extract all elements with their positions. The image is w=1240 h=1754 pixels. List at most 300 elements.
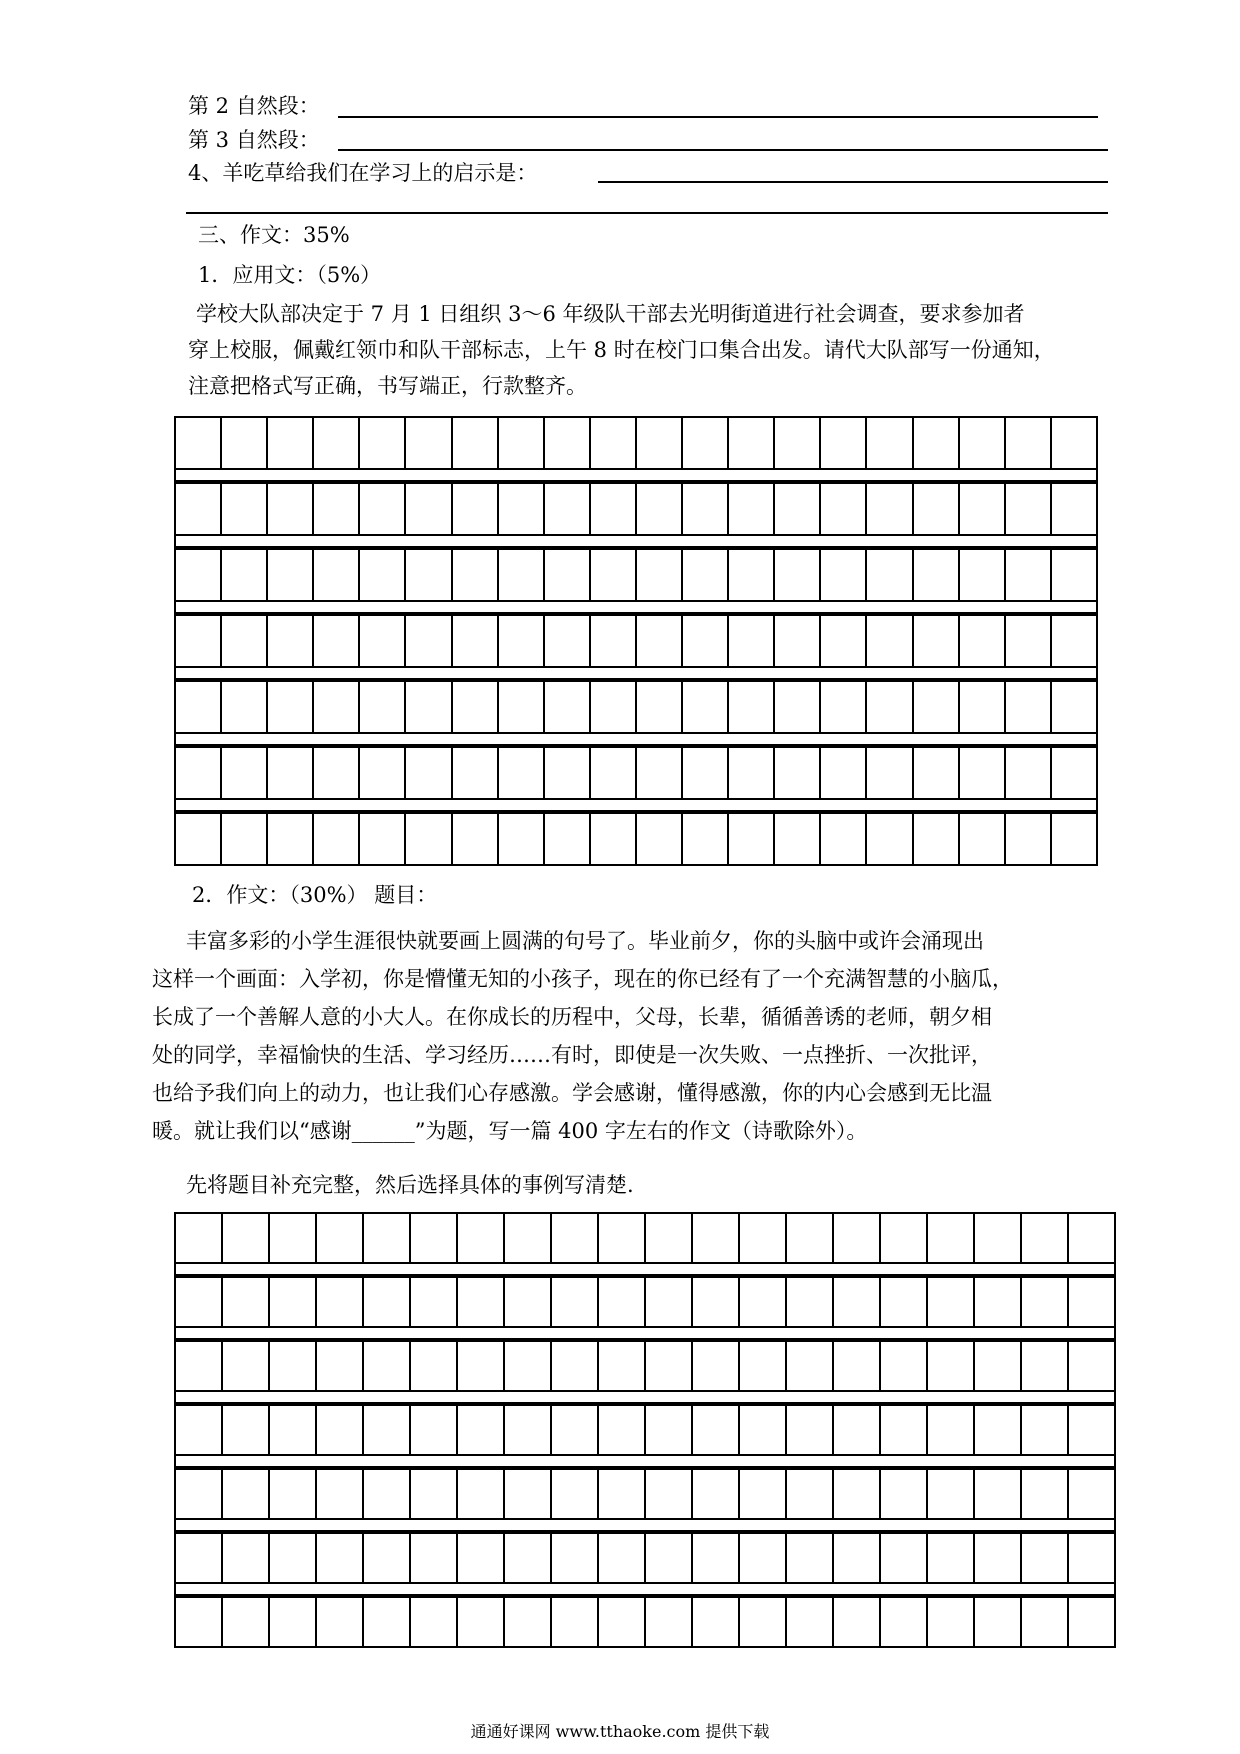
grid-cell[interactable] [453, 418, 499, 468]
grid-cell[interactable] [222, 814, 268, 864]
grid-cell[interactable] [505, 1598, 552, 1646]
grid-cell[interactable] [270, 1214, 317, 1262]
grid-cell[interactable] [740, 1342, 787, 1390]
grid-cell[interactable] [411, 1598, 458, 1646]
grid-cell[interactable] [881, 1406, 928, 1454]
grid-cell[interactable] [787, 1598, 834, 1646]
grid-cell[interactable] [545, 814, 591, 864]
grid-cell[interactable] [1006, 682, 1052, 732]
grid-cell[interactable] [637, 814, 683, 864]
grid-row[interactable] [174, 482, 1098, 536]
grid-cell[interactable] [928, 1534, 975, 1582]
grid-cell[interactable] [317, 1214, 364, 1262]
grid-cell[interactable] [975, 1534, 1022, 1582]
grid-cell[interactable] [314, 484, 360, 534]
grid-cell[interactable] [740, 1534, 787, 1582]
grid-cell[interactable] [458, 1470, 505, 1518]
grid-cell[interactable] [545, 616, 591, 666]
grid-cell[interactable] [1052, 550, 1098, 600]
grid-cell[interactable] [270, 1406, 317, 1454]
grid-row[interactable] [174, 548, 1098, 602]
grid-cell[interactable] [599, 1278, 646, 1326]
grid-row[interactable] [174, 1532, 1116, 1584]
grid-cell[interactable] [222, 682, 268, 732]
grid-cell[interactable] [637, 484, 683, 534]
grid-cell[interactable] [222, 418, 268, 468]
grid-cell[interactable] [314, 418, 360, 468]
grid-cell[interactable] [314, 748, 360, 798]
grid-cell[interactable] [1022, 1470, 1069, 1518]
grid-cell[interactable] [599, 1598, 646, 1646]
grid-cell[interactable] [646, 1278, 693, 1326]
grid-cell[interactable] [821, 682, 867, 732]
grid-cell[interactable] [775, 418, 821, 468]
grid-cell[interactable] [914, 550, 960, 600]
grid-cell[interactable] [364, 1406, 411, 1454]
grid-cell[interactable] [683, 616, 729, 666]
grid-cell[interactable] [637, 748, 683, 798]
grid-cell[interactable] [268, 616, 314, 666]
grid-cell[interactable] [552, 1598, 599, 1646]
grid-cell[interactable] [360, 616, 406, 666]
grid-cell[interactable] [729, 418, 775, 468]
grid-cell[interactable] [867, 814, 913, 864]
grid-cell[interactable] [683, 682, 729, 732]
grid-cell[interactable] [740, 1214, 787, 1262]
grid-cell[interactable] [591, 484, 637, 534]
grid-cell[interactable] [928, 1406, 975, 1454]
grid-cell[interactable] [729, 550, 775, 600]
grid-cell[interactable] [1069, 1278, 1116, 1326]
grid-cell[interactable] [740, 1278, 787, 1326]
grid-cell[interactable] [268, 550, 314, 600]
grid-cell[interactable] [406, 550, 452, 600]
grid-cell[interactable] [406, 814, 452, 864]
grid-cell[interactable] [268, 748, 314, 798]
grid-cell[interactable] [1006, 484, 1052, 534]
grid-cell[interactable] [223, 1342, 270, 1390]
grid-cell[interactable] [176, 1342, 223, 1390]
grid-cell[interactable] [453, 484, 499, 534]
grid-cell[interactable] [821, 484, 867, 534]
grid-cell[interactable] [223, 1470, 270, 1518]
grid-cell[interactable] [729, 484, 775, 534]
grid-cell[interactable] [787, 1342, 834, 1390]
grid-cell[interactable] [834, 1534, 881, 1582]
grid-cell[interactable] [1006, 748, 1052, 798]
grid-cell[interactable] [317, 1406, 364, 1454]
grid-cell[interactable] [176, 550, 222, 600]
grid-cell[interactable] [646, 1342, 693, 1390]
grid-cell[interactable] [1022, 1598, 1069, 1646]
grid-cell[interactable] [176, 682, 222, 732]
grid-cell[interactable] [411, 1470, 458, 1518]
grid-cell[interactable] [591, 748, 637, 798]
grid-cell[interactable] [683, 418, 729, 468]
grid-cell[interactable] [1052, 748, 1098, 798]
grid-cell[interactable] [834, 1342, 881, 1390]
grid-cell[interactable] [914, 748, 960, 798]
grid-cell[interactable] [223, 1278, 270, 1326]
grid-cell[interactable] [314, 550, 360, 600]
grid-cell[interactable] [1022, 1214, 1069, 1262]
grid-cell[interactable] [591, 682, 637, 732]
grid-cell[interactable] [1006, 418, 1052, 468]
grid-cell[interactable] [317, 1278, 364, 1326]
grid-cell[interactable] [775, 550, 821, 600]
grid-cell[interactable] [1006, 550, 1052, 600]
grid-cell[interactable] [693, 1534, 740, 1582]
grid-cell[interactable] [1069, 1534, 1116, 1582]
grid-cell[interactable] [729, 682, 775, 732]
grid-cell[interactable] [176, 748, 222, 798]
grid-cell[interactable] [693, 1342, 740, 1390]
grid-cell[interactable] [223, 1534, 270, 1582]
grid-cell[interactable] [740, 1406, 787, 1454]
grid-row[interactable] [174, 1340, 1116, 1392]
grid-cell[interactable] [314, 682, 360, 732]
grid-cell[interactable] [505, 1342, 552, 1390]
grid-cell[interactable] [222, 616, 268, 666]
grid-cell[interactable] [867, 616, 913, 666]
grid-cell[interactable] [599, 1534, 646, 1582]
grid-cell[interactable] [458, 1214, 505, 1262]
grid-cell[interactable] [881, 1342, 928, 1390]
grid-cell[interactable] [499, 748, 545, 798]
grid-cell[interactable] [960, 814, 1006, 864]
grid-cell[interactable] [458, 1534, 505, 1582]
grid-row[interactable] [174, 1404, 1116, 1456]
grid-cell[interactable] [1022, 1342, 1069, 1390]
grid-cell[interactable] [975, 1342, 1022, 1390]
grid-cell[interactable] [975, 1470, 1022, 1518]
grid-cell[interactable] [881, 1470, 928, 1518]
grid-cell[interactable] [834, 1598, 881, 1646]
grid-cell[interactable] [928, 1278, 975, 1326]
grid-cell[interactable] [406, 682, 452, 732]
grid-cell[interactable] [268, 682, 314, 732]
grid-cell[interactable] [505, 1278, 552, 1326]
grid-cell[interactable] [360, 418, 406, 468]
grid-cell[interactable] [364, 1534, 411, 1582]
grid-cell[interactable] [270, 1470, 317, 1518]
grid-cell[interactable] [637, 616, 683, 666]
grid-cell[interactable] [775, 616, 821, 666]
grid-cell[interactable] [975, 1406, 1022, 1454]
grid-cell[interactable] [693, 1598, 740, 1646]
grid-cell[interactable] [683, 748, 729, 798]
q4-answer-line[interactable] [598, 181, 1108, 183]
para3-answer-line[interactable] [338, 149, 1108, 151]
grid-cell[interactable] [591, 814, 637, 864]
grid-cell[interactable] [1052, 484, 1098, 534]
grid-cell[interactable] [960, 748, 1006, 798]
grid-cell[interactable] [599, 1342, 646, 1390]
grid-cell[interactable] [599, 1214, 646, 1262]
grid-cell[interactable] [270, 1534, 317, 1582]
grid-cell[interactable] [591, 418, 637, 468]
grid-cell[interactable] [740, 1598, 787, 1646]
para2-answer-line[interactable] [338, 116, 1098, 118]
grid-cell[interactable] [499, 814, 545, 864]
grid-cell[interactable] [545, 550, 591, 600]
grid-cell[interactable] [881, 1534, 928, 1582]
grid-cell[interactable] [914, 682, 960, 732]
grid-cell[interactable] [406, 418, 452, 468]
grid-cell[interactable] [775, 484, 821, 534]
grid-cell[interactable] [867, 682, 913, 732]
grid-cell[interactable] [637, 418, 683, 468]
grid-cell[interactable] [914, 418, 960, 468]
grid-cell[interactable] [881, 1278, 928, 1326]
grid-row[interactable] [174, 1212, 1116, 1264]
grid-cell[interactable] [317, 1598, 364, 1646]
grid-cell[interactable] [960, 418, 1006, 468]
grid-cell[interactable] [881, 1214, 928, 1262]
grid-cell[interactable] [458, 1342, 505, 1390]
grid-row[interactable] [174, 416, 1098, 470]
grid-cell[interactable] [453, 682, 499, 732]
grid-cell[interactable] [499, 418, 545, 468]
grid-cell[interactable] [729, 748, 775, 798]
q4-answer-line-2[interactable] [186, 212, 1108, 214]
grid-cell[interactable] [740, 1470, 787, 1518]
grid-cell[interactable] [960, 484, 1006, 534]
grid-cell[interactable] [552, 1342, 599, 1390]
grid-cell[interactable] [505, 1214, 552, 1262]
grid-cell[interactable] [505, 1406, 552, 1454]
grid-cell[interactable] [552, 1470, 599, 1518]
grid-cell[interactable] [591, 550, 637, 600]
grid-cell[interactable] [775, 814, 821, 864]
grid-cell[interactable] [821, 418, 867, 468]
grid-cell[interactable] [1006, 616, 1052, 666]
grid-cell[interactable] [1052, 682, 1098, 732]
grid-cell[interactable] [1052, 418, 1098, 468]
grid-cell[interactable] [223, 1406, 270, 1454]
grid-cell[interactable] [314, 616, 360, 666]
grid-cell[interactable] [364, 1598, 411, 1646]
grid-cell[interactable] [268, 484, 314, 534]
grid-cell[interactable] [693, 1278, 740, 1326]
grid-cell[interactable] [1069, 1214, 1116, 1262]
grid-cell[interactable] [591, 616, 637, 666]
grid-cell[interactable] [867, 418, 913, 468]
grid-cell[interactable] [683, 484, 729, 534]
grid-cell[interactable] [453, 616, 499, 666]
grid-cell[interactable] [176, 1598, 223, 1646]
grid-cell[interactable] [1069, 1406, 1116, 1454]
grid-cell[interactable] [683, 550, 729, 600]
grid-cell[interactable] [693, 1214, 740, 1262]
grid-cell[interactable] [960, 682, 1006, 732]
grid-row[interactable] [174, 614, 1098, 668]
grid-cell[interactable] [914, 814, 960, 864]
grid-row[interactable] [174, 680, 1098, 734]
grid-cell[interactable] [545, 484, 591, 534]
grid-cell[interactable] [458, 1278, 505, 1326]
grid-cell[interactable] [960, 550, 1006, 600]
grid-cell[interactable] [928, 1342, 975, 1390]
grid-cell[interactable] [821, 550, 867, 600]
grid-cell[interactable] [683, 814, 729, 864]
grid-cell[interactable] [268, 814, 314, 864]
grid-cell[interactable] [914, 616, 960, 666]
grid-cell[interactable] [693, 1470, 740, 1518]
grid-cell[interactable] [406, 748, 452, 798]
grid-cell[interactable] [176, 1278, 223, 1326]
grid-row[interactable] [174, 1468, 1116, 1520]
grid-cell[interactable] [176, 1534, 223, 1582]
grid-cell[interactable] [729, 616, 775, 666]
grid-cell[interactable] [360, 748, 406, 798]
grid-cell[interactable] [222, 484, 268, 534]
grid-cell[interactable] [599, 1406, 646, 1454]
grid-cell[interactable] [928, 1214, 975, 1262]
grid-cell[interactable] [411, 1278, 458, 1326]
part2-instruction: 先将题目补充完整，然后选择具体的事例写清楚. [186, 1173, 634, 1197]
grid-cell[interactable] [787, 1406, 834, 1454]
grid-cell[interactable] [646, 1598, 693, 1646]
grid-row[interactable] [174, 746, 1098, 800]
grid-cell[interactable] [411, 1342, 458, 1390]
grid-cell[interactable] [552, 1406, 599, 1454]
grid-cell[interactable] [775, 748, 821, 798]
grid-cell[interactable] [637, 682, 683, 732]
grid-cell[interactable] [881, 1598, 928, 1646]
grid-cell[interactable] [360, 484, 406, 534]
grid-cell[interactable] [268, 418, 314, 468]
grid-cell[interactable] [270, 1342, 317, 1390]
grid-cell[interactable] [223, 1214, 270, 1262]
grid-cell[interactable] [499, 616, 545, 666]
grid-cell[interactable] [176, 484, 222, 534]
grid-cell[interactable] [637, 550, 683, 600]
grid-cell[interactable] [1052, 616, 1098, 666]
grid-cell[interactable] [411, 1214, 458, 1262]
grid-cell[interactable] [222, 550, 268, 600]
grid-cell[interactable] [270, 1598, 317, 1646]
grid-cell[interactable] [975, 1598, 1022, 1646]
grid-cell[interactable] [834, 1278, 881, 1326]
grid-cell[interactable] [646, 1470, 693, 1518]
grid-cell[interactable] [314, 814, 360, 864]
grid-cell[interactable] [360, 550, 406, 600]
grid-cell[interactable] [1069, 1598, 1116, 1646]
grid-cell[interactable] [176, 418, 222, 468]
grid-cell[interactable] [1006, 814, 1052, 864]
grid-cell[interactable] [552, 1534, 599, 1582]
grid-cell[interactable] [406, 616, 452, 666]
grid-cell[interactable] [453, 814, 499, 864]
grid-cell[interactable] [176, 1406, 223, 1454]
grid-cell[interactable] [787, 1278, 834, 1326]
grid-cell[interactable] [867, 748, 913, 798]
grid-cell[interactable] [775, 682, 821, 732]
grid-cell[interactable] [360, 682, 406, 732]
grid-cell[interactable] [729, 814, 775, 864]
grid-cell[interactable] [505, 1470, 552, 1518]
grid-row[interactable] [174, 1596, 1116, 1648]
grid-cell[interactable] [821, 748, 867, 798]
grid-cell[interactable] [317, 1534, 364, 1582]
grid-cell[interactable] [406, 484, 452, 534]
grid-cell[interactable] [499, 484, 545, 534]
grid-cell[interactable] [499, 682, 545, 732]
grid-cell[interactable] [821, 814, 867, 864]
grid-cell[interactable] [646, 1534, 693, 1582]
grid-cell[interactable] [646, 1406, 693, 1454]
grid-cell[interactable] [364, 1214, 411, 1262]
grid-cell[interactable] [975, 1278, 1022, 1326]
grid-cell[interactable] [458, 1406, 505, 1454]
grid-cell[interactable] [1069, 1342, 1116, 1390]
grid-cell[interactable] [223, 1598, 270, 1646]
grid-cell[interactable] [928, 1470, 975, 1518]
grid-cell[interactable] [176, 616, 222, 666]
grid-cell[interactable] [1052, 814, 1098, 864]
grid-cell[interactable] [453, 748, 499, 798]
grid-cell[interactable] [411, 1534, 458, 1582]
grid-cell[interactable] [960, 616, 1006, 666]
grid-cell[interactable] [693, 1406, 740, 1454]
grid-cell[interactable] [975, 1214, 1022, 1262]
grid-cell[interactable] [499, 550, 545, 600]
grid-cell[interactable] [928, 1598, 975, 1646]
grid-cell[interactable] [176, 814, 222, 864]
grid-cell[interactable] [552, 1278, 599, 1326]
grid-cell[interactable] [270, 1278, 317, 1326]
grid-cell[interactable] [834, 1214, 881, 1262]
grid-cell[interactable] [867, 550, 913, 600]
grid-cell[interactable] [545, 418, 591, 468]
grid-cell[interactable] [317, 1470, 364, 1518]
grid-cell[interactable] [176, 1470, 223, 1518]
grid-cell[interactable] [787, 1214, 834, 1262]
grid-cell[interactable] [646, 1214, 693, 1262]
grid-cell[interactable] [787, 1534, 834, 1582]
grid-cell[interactable] [834, 1406, 881, 1454]
grid-cell[interactable] [222, 748, 268, 798]
grid-cell[interactable] [914, 484, 960, 534]
grid-cell[interactable] [1069, 1470, 1116, 1518]
grid-cell[interactable] [1022, 1534, 1069, 1582]
grid-cell[interactable] [364, 1342, 411, 1390]
grid-cell[interactable] [364, 1470, 411, 1518]
grid-cell[interactable] [867, 484, 913, 534]
grid-cell[interactable] [834, 1470, 881, 1518]
grid-cell[interactable] [453, 550, 499, 600]
grid-cell[interactable] [317, 1342, 364, 1390]
grid-row[interactable] [174, 812, 1098, 866]
grid-cell[interactable] [821, 616, 867, 666]
grid-cell[interactable] [364, 1278, 411, 1326]
grid-cell[interactable] [176, 1214, 223, 1262]
grid-cell[interactable] [1022, 1406, 1069, 1454]
grid-cell[interactable] [552, 1214, 599, 1262]
grid-cell[interactable] [787, 1470, 834, 1518]
grid-row[interactable] [174, 1276, 1116, 1328]
grid-cell[interactable] [599, 1470, 646, 1518]
grid-cell[interactable] [411, 1406, 458, 1454]
grid-cell[interactable] [1022, 1278, 1069, 1326]
grid-cell[interactable] [458, 1598, 505, 1646]
grid-cell[interactable] [505, 1534, 552, 1582]
grid-cell[interactable] [545, 748, 591, 798]
grid-cell[interactable] [360, 814, 406, 864]
grid-cell[interactable] [545, 682, 591, 732]
part1-line-1: 学校大队部决定于 7 月 1 日组织 3～6 年级队干部去光明街道进行社会调查，要求参加者 [196, 302, 1025, 326]
